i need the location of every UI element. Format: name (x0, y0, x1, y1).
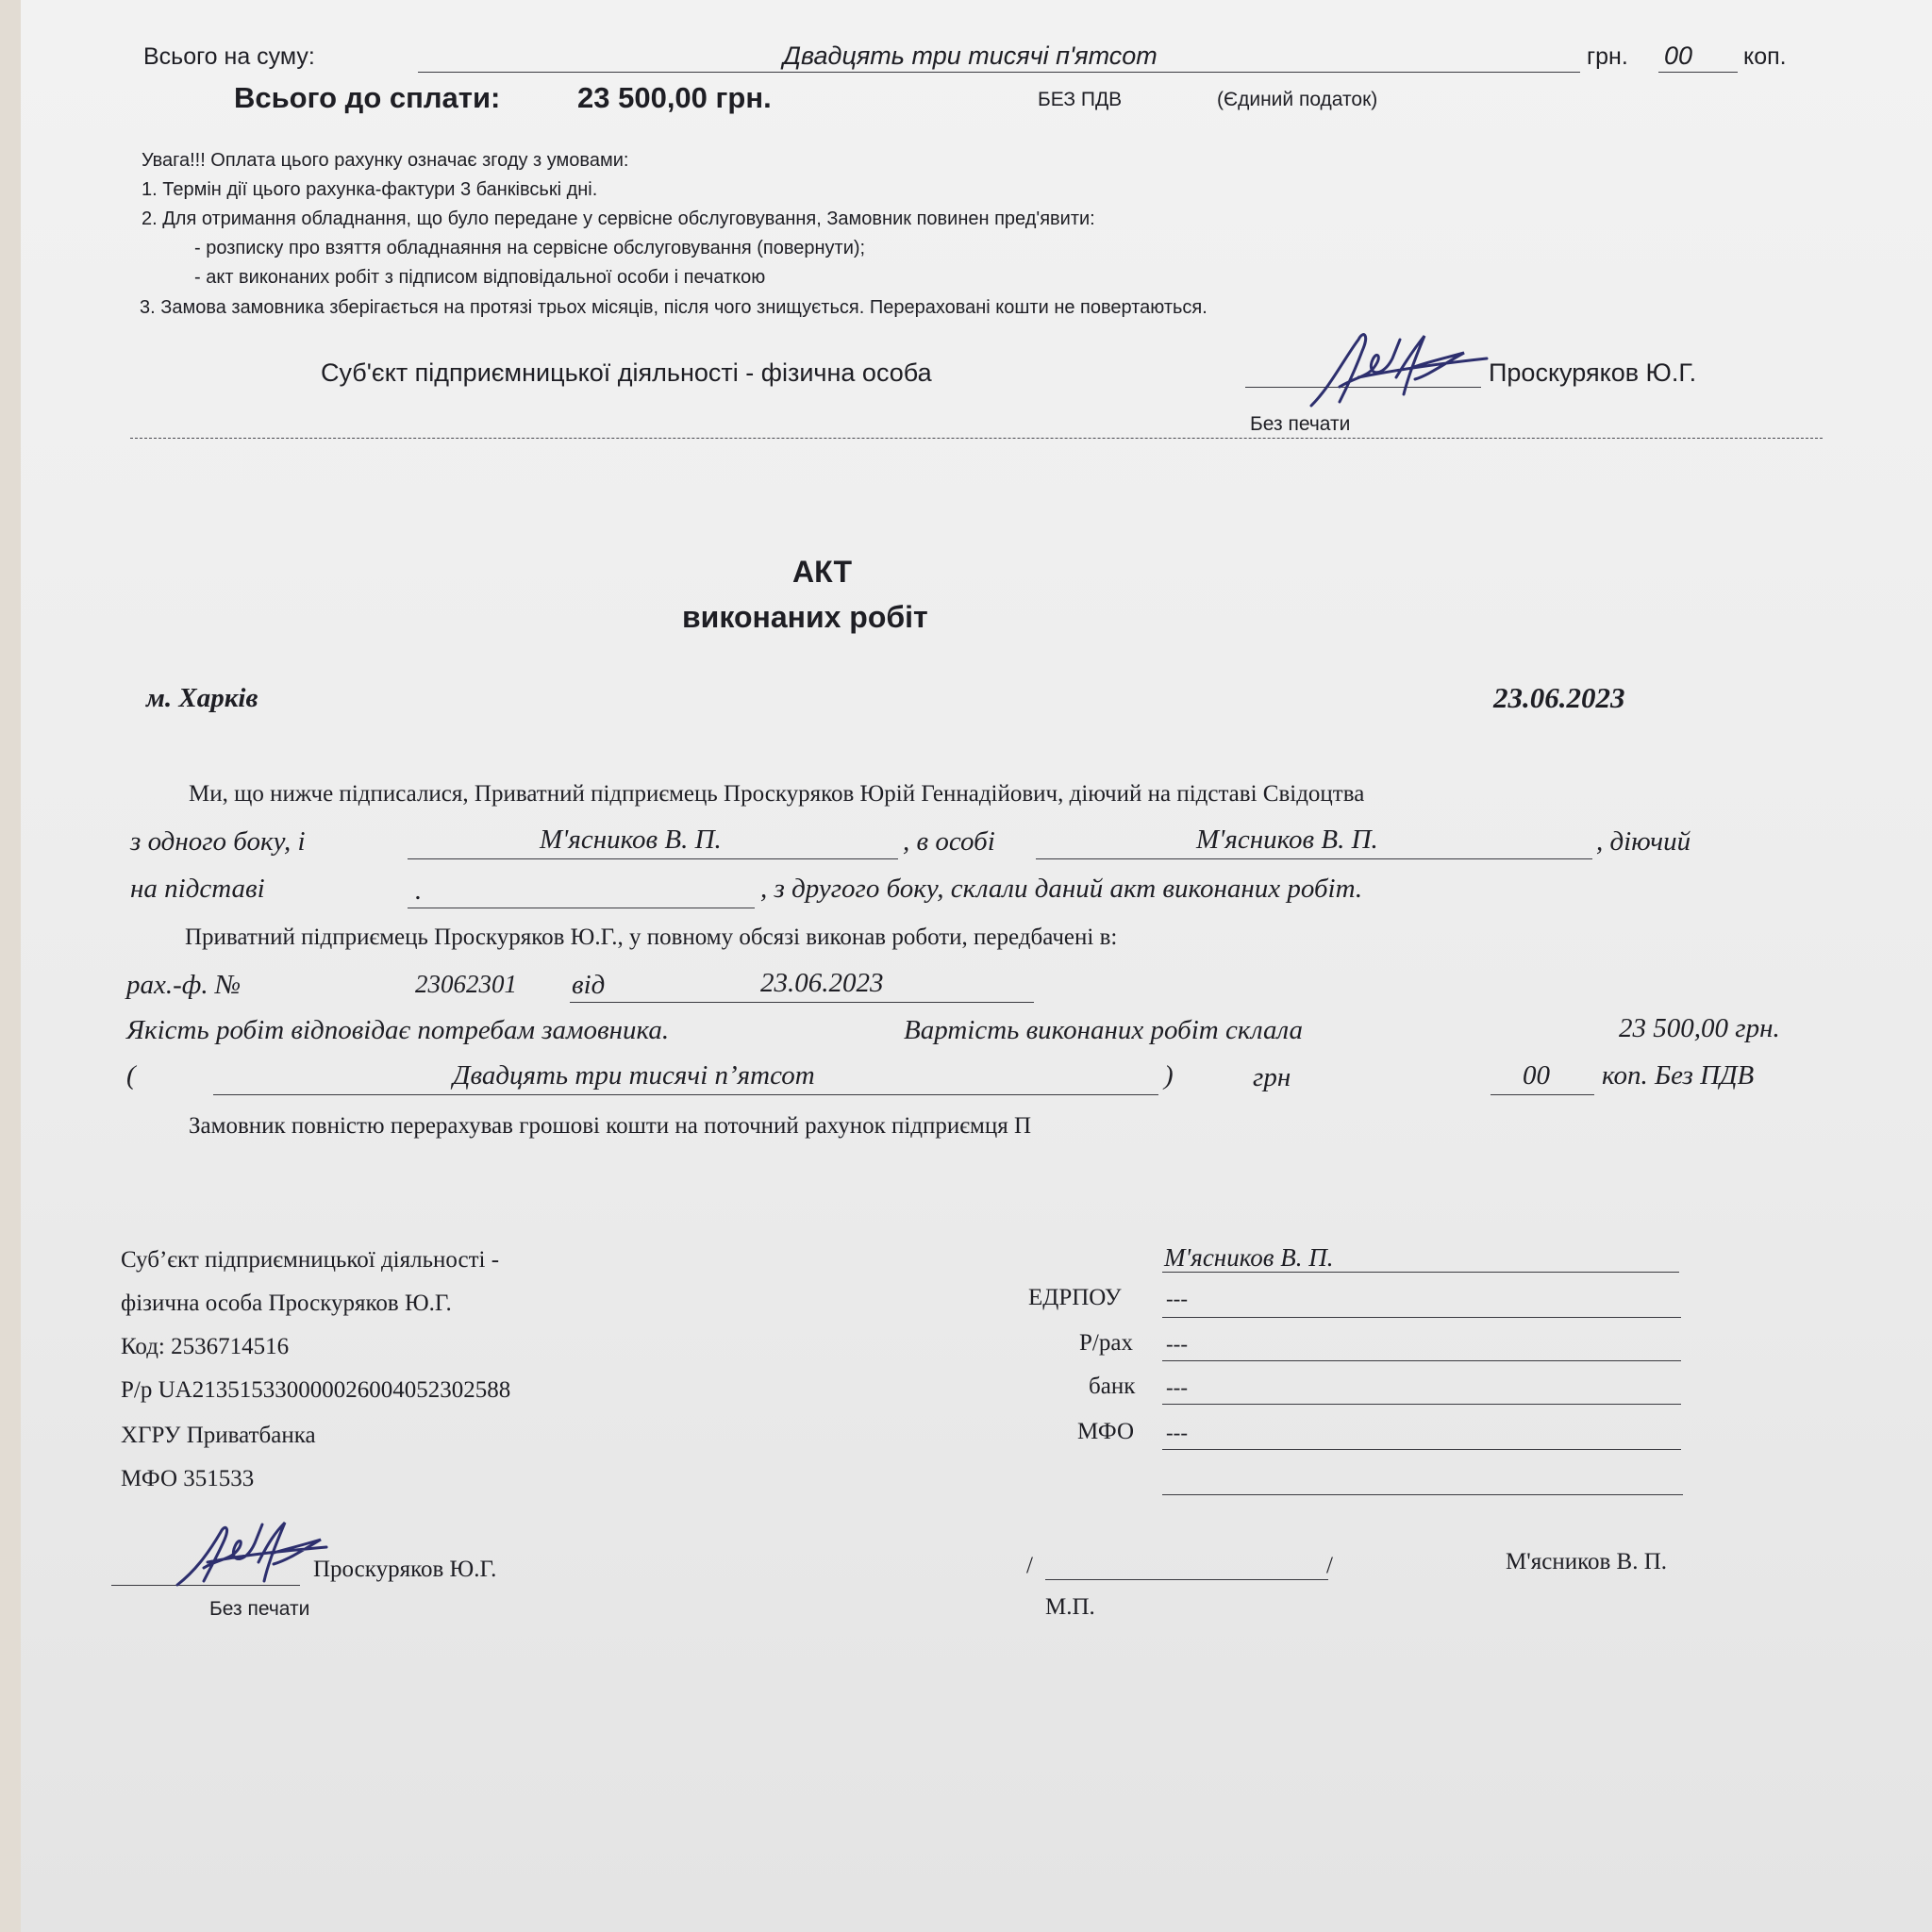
right-signer-name: М'ясников В. П. (1506, 1549, 1667, 1574)
vat-note: БЕЗ ПДВ (1038, 89, 1123, 110)
mfo-value: --- (1166, 1421, 1188, 1444)
paragraph-works: Приватний підприємець Проскуряков Ю.Г., у повному обсязі виконав роботи, передбачені в: (185, 924, 1118, 950)
acting-text: , діючий (1596, 826, 1691, 857)
side-one-text: з одного боку, і (130, 826, 306, 857)
account-line (1162, 1360, 1681, 1361)
basis-label: на підставі (130, 874, 265, 904)
left-signature-icon (170, 1509, 330, 1594)
kop-line (1491, 1094, 1594, 1095)
representative-name: М'ясников В. П. (1196, 824, 1378, 855)
kop-value: 00 (1664, 42, 1693, 70)
paren-open: ( (126, 1060, 136, 1091)
left-no-stamp: Без печати (209, 1598, 310, 1620)
invoice-number: 23062301 (415, 970, 517, 998)
cost-label: Вартість виконаних робіт склала (904, 1015, 1304, 1045)
signature-icon (1302, 321, 1491, 415)
cut-line (130, 438, 1823, 439)
edrpou-line (1162, 1317, 1681, 1318)
terms-subitem: - акт виконаних робіт з підписом відповідальної особи і печаткою (194, 267, 766, 288)
grn-label: грн. (1587, 43, 1628, 70)
act-subtitle: виконаних робіт (682, 600, 928, 634)
left-mfo: МФО 351533 (121, 1466, 255, 1491)
mfo-line (1162, 1449, 1681, 1450)
edrpou-label: ЕДРПОУ (1028, 1285, 1122, 1310)
terms-item: 3. Замова замовника зберігається на протязі трьох місяців, після чого знищується. Перераховані кошти не повертаються. (140, 297, 1208, 318)
left-code: Код: 2536714516 (121, 1334, 290, 1359)
no-stamp-note: Без печати (1250, 413, 1351, 435)
terms-heading: Увага!!! Оплата цього рахунку означає згоду з умовами: (142, 150, 629, 171)
left-entity-line2: фізична особа Проскуряков Ю.Г. (121, 1291, 452, 1316)
act-date: 23.06.2023 (1493, 681, 1625, 714)
grn-label: грн (1253, 1062, 1291, 1092)
terms-item: 1. Термін дії цього рахунка-фактури 3 банківські дні. (142, 179, 598, 200)
paragraph-payment: Замовник повністю перерахував грошові кошти на поточний рахунок підприємця П (189, 1113, 1032, 1139)
quality-text: Якість робіт відповідає потребам замовника. (126, 1015, 670, 1045)
mfo-label: МФО (1077, 1419, 1135, 1444)
invoice-date: 23.06.2023 (760, 968, 884, 998)
act-title: АКТ (792, 555, 852, 589)
total-words: Двадцять три тисячі п'ятсот (783, 42, 1158, 70)
from-label: від (572, 970, 606, 1000)
invoice-date-line (570, 1002, 1034, 1003)
total-words-line (418, 72, 1580, 73)
paren-close: ) (1164, 1060, 1174, 1091)
kop-label: коп. (1743, 43, 1787, 70)
account-value: --- (1166, 1332, 1188, 1356)
side-two-text: , з другого боку, склали даний акт виконаних робіт. (760, 874, 1363, 904)
city: м. Харків (146, 683, 258, 713)
tax-note: (Єдиний податок) (1217, 89, 1378, 110)
paragraph-parties: Ми, що нижче підписалися, Приватний підприємець Проскуряков Юрій Геннадійович, діючий на підставі Свідоцтва (189, 781, 1365, 807)
signer-name: Проскуряков Ю.Г. (1489, 358, 1697, 387)
edrpou-value: --- (1166, 1287, 1188, 1310)
right-name: М'ясников В. П. (1164, 1243, 1334, 1272)
kop-value: 00 (1523, 1060, 1550, 1091)
account-label: Р/рах (1079, 1330, 1133, 1356)
basis-value: . (415, 875, 423, 906)
terms-subitem: - розписку про взяття обладнаяння на сервісне обслуговування (повернути); (194, 238, 866, 258)
bank-line (1162, 1404, 1681, 1405)
client-line (408, 858, 898, 859)
left-signer-name: Проскуряков Ю.Г. (313, 1557, 497, 1582)
left-account: Р/р UA213515330000026004052302588 (121, 1377, 511, 1403)
client-name: М'ясников В. П. (540, 824, 722, 855)
invoice-no-label: рах.-ф. № (126, 970, 242, 1000)
pay-label: Всього до сплати: (234, 81, 501, 114)
slash-right: / (1326, 1553, 1333, 1578)
total-label: Всього на суму: (143, 43, 315, 70)
bank-value: --- (1166, 1375, 1188, 1399)
terms-item: 2. Для отримання обладнання, що було передане у сервісне обслуговування, Замовник повинен пред'явити: (142, 208, 1095, 229)
amount-words: Двадцять три тисячі п’ятсот (453, 1060, 815, 1091)
entity-text: Суб'єкт підприємницької діяльності - фізична особа (321, 358, 932, 387)
in-person-text: , в особі (903, 826, 995, 857)
kop-label: коп. Без ПДВ (1602, 1060, 1755, 1091)
amount-words-line (213, 1094, 1158, 1095)
representative-line (1036, 858, 1592, 859)
left-entity-line1: Суб’єкт підприємницької діяльності - (121, 1247, 500, 1273)
kop-line (1658, 72, 1738, 73)
document-page (21, 0, 1932, 1932)
slash-left: / (1026, 1553, 1033, 1578)
stamp-placeholder: М.П. (1045, 1594, 1095, 1620)
right-signature-line (1045, 1579, 1328, 1580)
left-bank: ХГРУ Приватбанка (121, 1423, 316, 1448)
bank-label: банк (1089, 1374, 1136, 1399)
extra-line (1162, 1494, 1683, 1495)
pay-amount: 23 500,00 грн. (577, 81, 772, 114)
cost-value: 23 500,00 грн. (1619, 1013, 1780, 1043)
